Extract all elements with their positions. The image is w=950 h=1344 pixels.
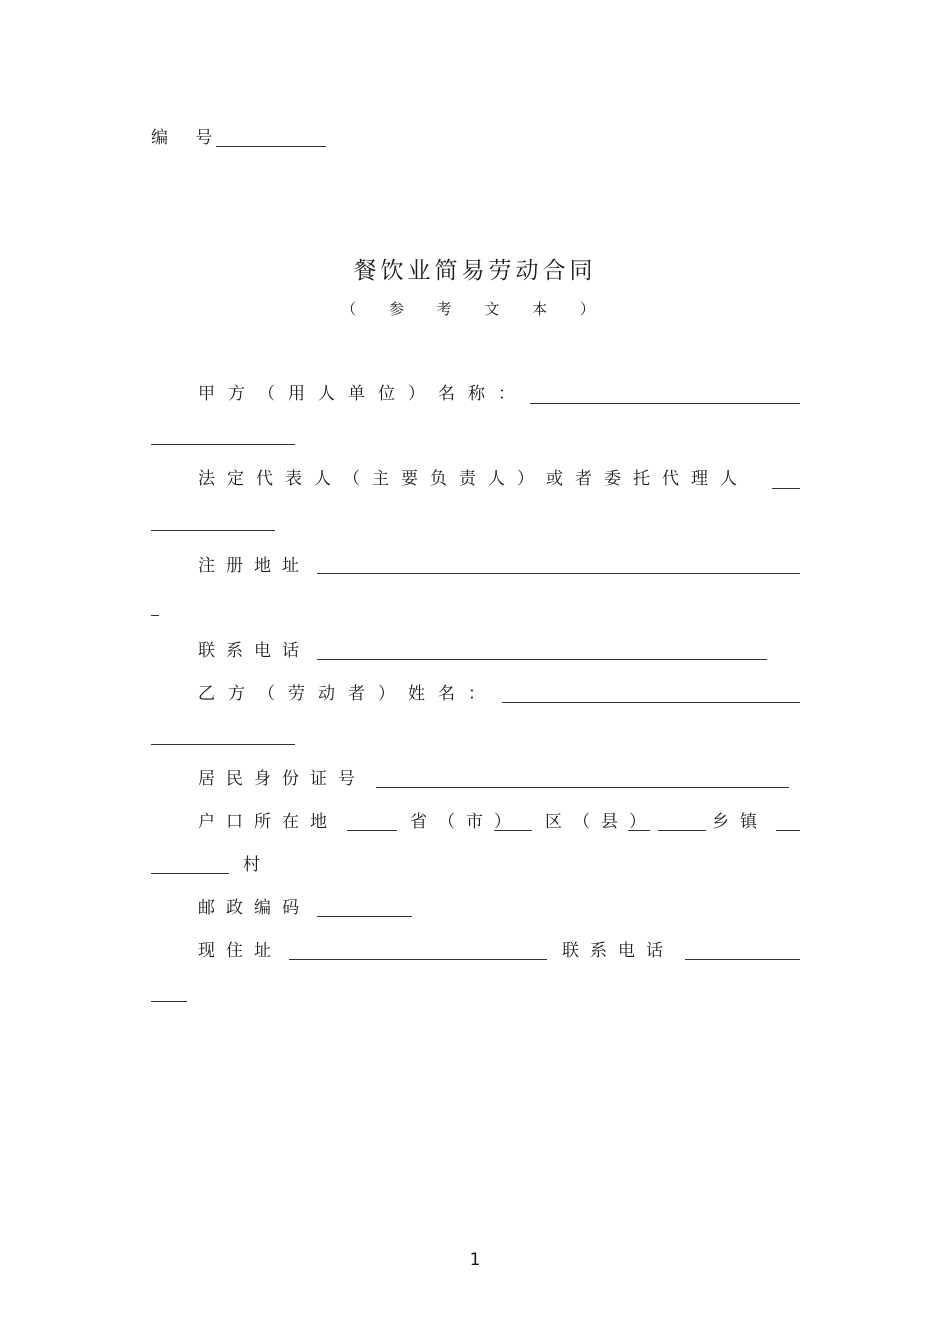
party-b-name-blank[interactable] <box>502 702 800 703</box>
hukou-village-blank-cont[interactable] <box>151 873 229 874</box>
document-title: 餐饮业简易劳动合同 <box>353 258 597 284</box>
contact-phone-a-blank[interactable] <box>317 659 767 660</box>
postal-code-blank[interactable] <box>317 916 412 917</box>
hukou-village-blank[interactable] <box>776 830 800 831</box>
legal-rep-label: 法定代表人（主要负责人）或者委托代理人 <box>198 469 749 489</box>
postal-code-label: 邮政编码 <box>198 898 310 918</box>
number-blank[interactable] <box>216 146 326 147</box>
contact-phone-b-blank-cont[interactable] <box>151 1001 187 1002</box>
party-a-name-blank-cont[interactable] <box>151 444 295 445</box>
hukou-district-label: 区（县） <box>545 812 657 832</box>
current-address-label: 现住址 <box>198 941 282 961</box>
party-b-name-blank-cont[interactable] <box>151 744 295 745</box>
hukou-town-blank-a[interactable] <box>628 830 650 831</box>
legal-rep-blank-cont[interactable] <box>151 530 275 531</box>
party-b-name-label: 乙方（劳动者）姓名： <box>198 684 498 704</box>
id-number-blank[interactable] <box>376 787 789 788</box>
hukou-province-blank[interactable] <box>347 830 397 831</box>
hukou-province-label: 省（市） <box>410 812 522 832</box>
page-number: 1 <box>469 1250 481 1270</box>
reg-address-blank[interactable] <box>317 573 800 574</box>
hukou-label: 户口所在地 <box>198 812 338 832</box>
legal-rep-blank[interactable] <box>772 488 800 489</box>
hukou-district-blank[interactable] <box>494 830 532 831</box>
hukou-village-label: 村 <box>243 855 271 875</box>
hukou-town-label: 乡镇 <box>712 812 768 832</box>
reg-address-label: 注册地址 <box>198 556 310 576</box>
party-a-name-label: 甲方（用人单位）名称： <box>198 384 528 404</box>
contact-phone-a-label: 联系电话 <box>198 641 310 661</box>
contact-phone-b-label: 联系电话 <box>562 941 674 961</box>
hukou-town-blank-b[interactable] <box>658 830 706 831</box>
document-subtitle: （ 参 考 文 本 ） <box>341 300 609 318</box>
party-a-name-blank[interactable] <box>530 403 800 404</box>
id-number-label: 居民身份证号 <box>198 769 366 789</box>
number-label: 编 号 <box>151 128 224 148</box>
contact-phone-b-blank[interactable] <box>685 959 800 960</box>
reg-address-blank-cont[interactable] <box>151 615 159 616</box>
current-address-blank[interactable] <box>289 959 547 960</box>
